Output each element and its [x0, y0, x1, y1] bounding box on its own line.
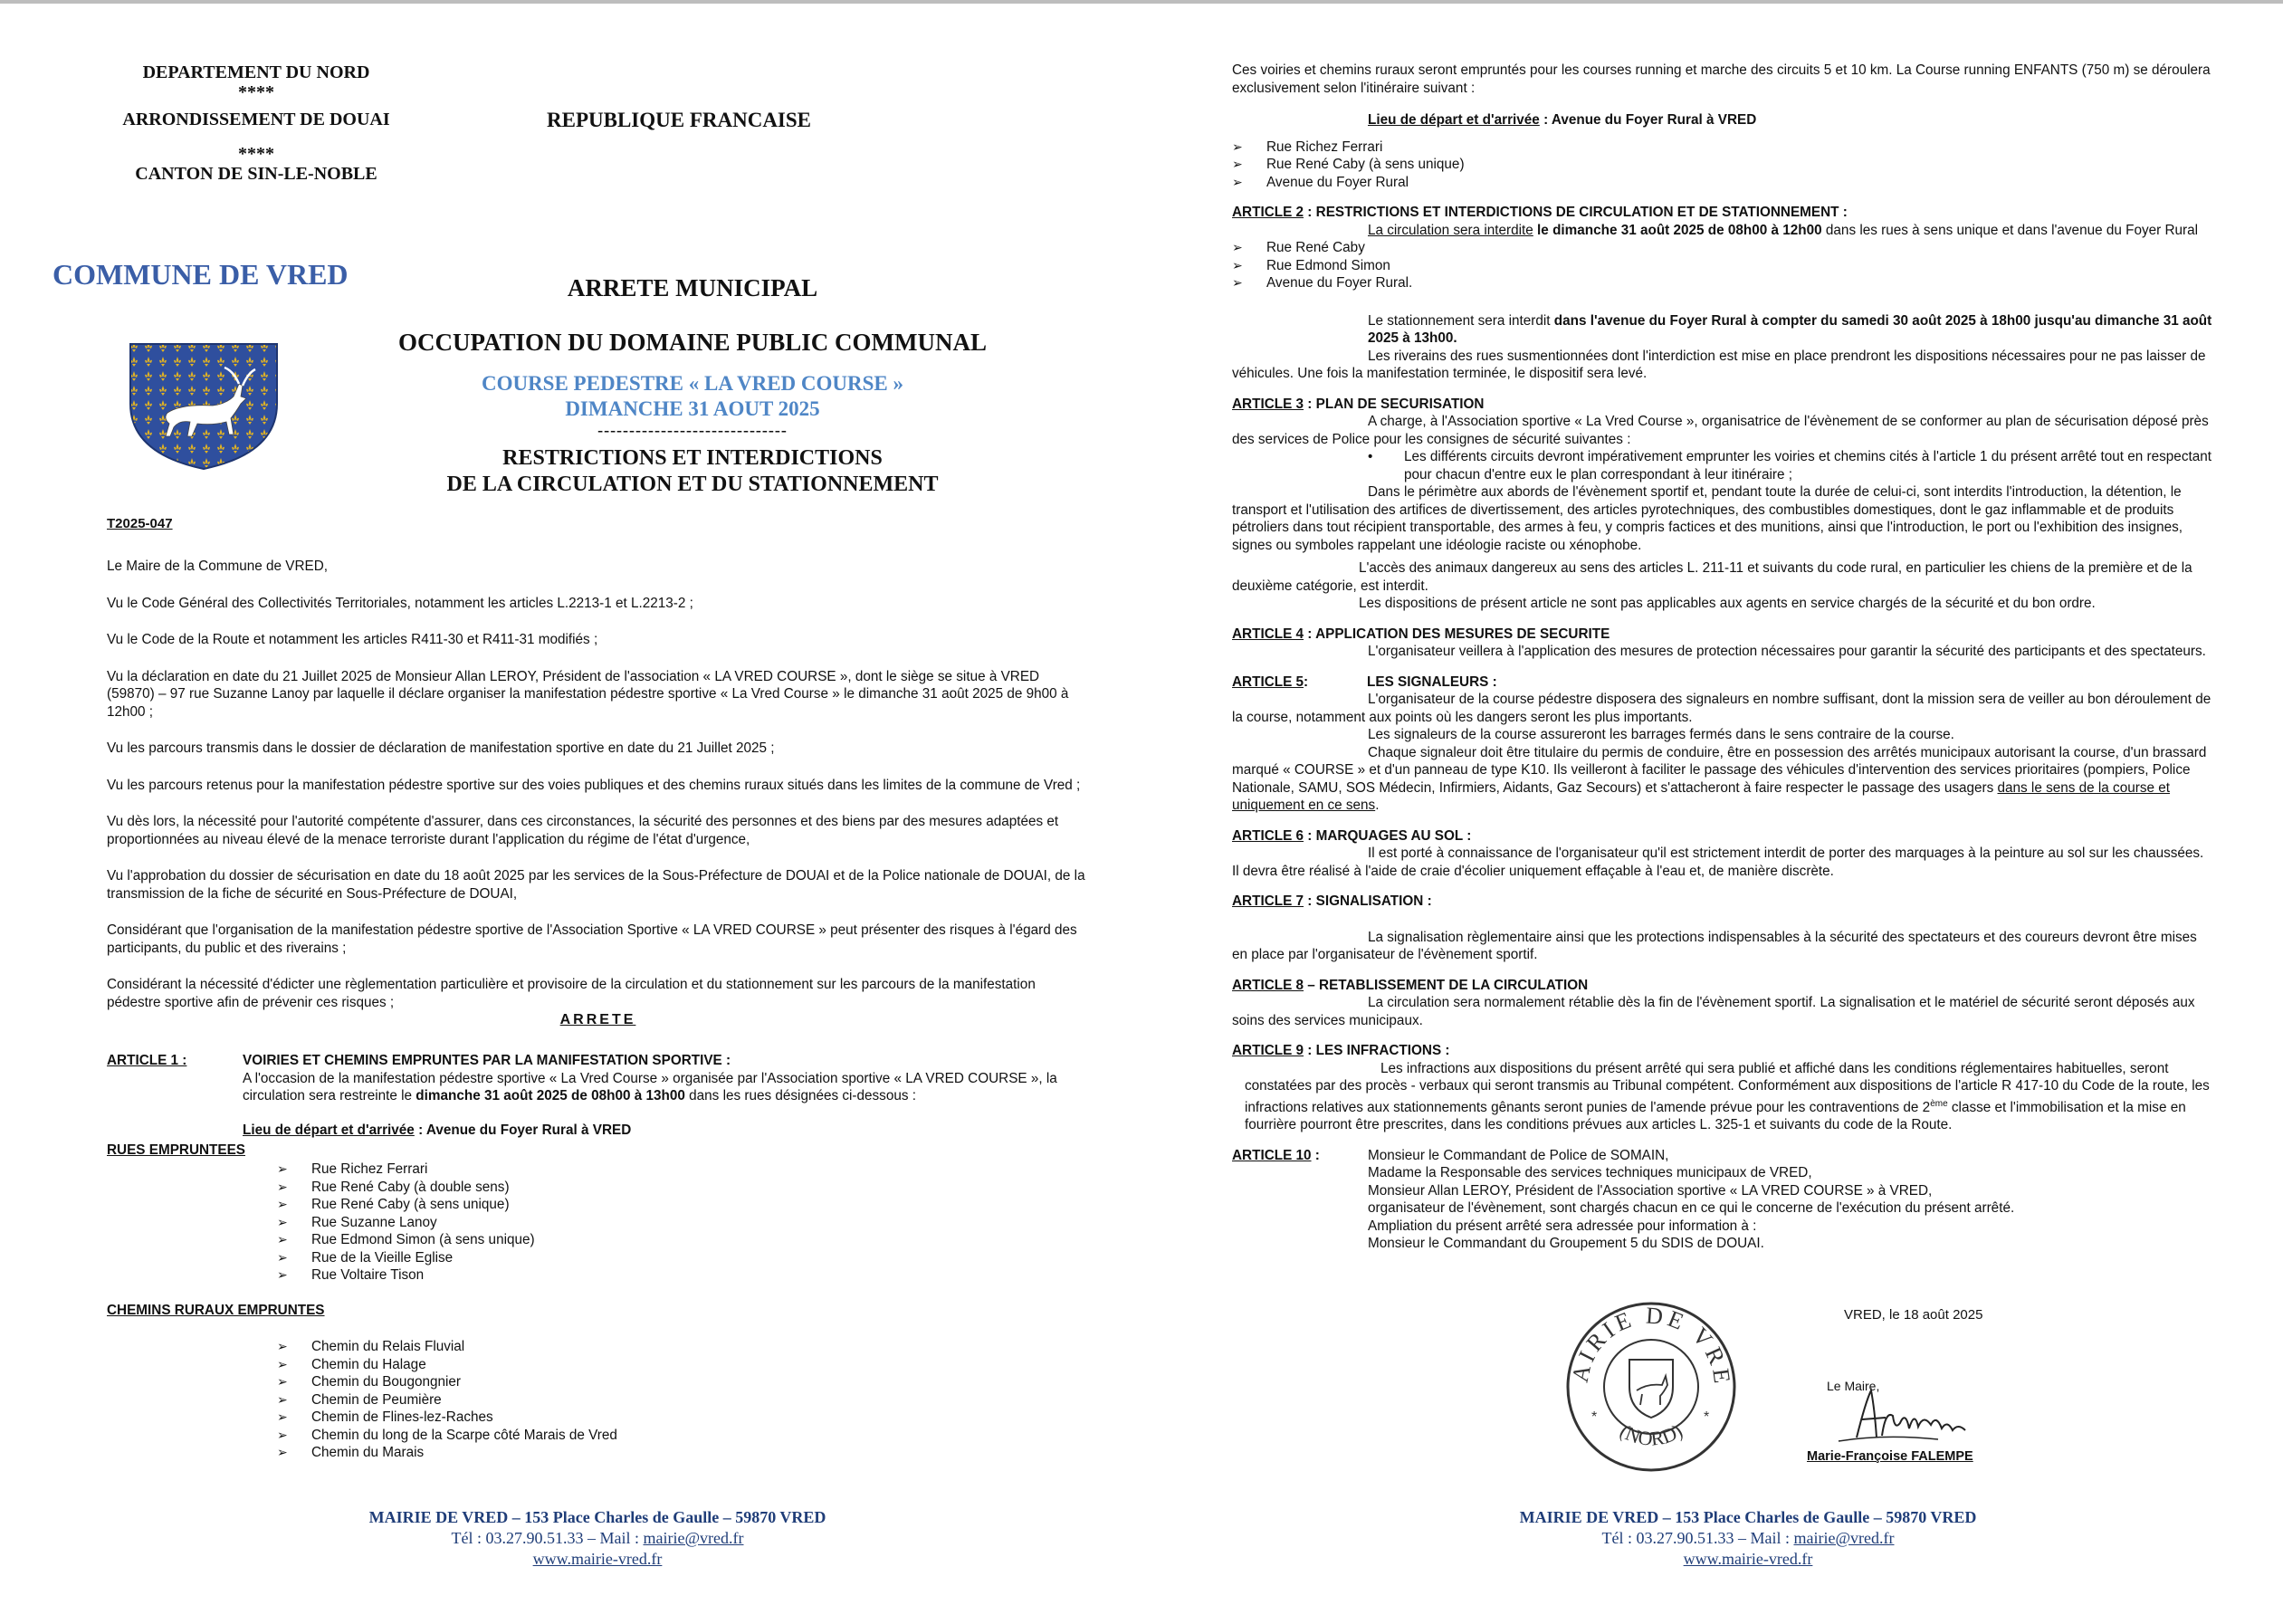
occupation-title: OCCUPATION DU DOMAINE PUBLIC COMMUNAL: [398, 329, 987, 356]
department: DEPARTEMENT DU NORD: [142, 62, 370, 82]
list-item: ➢ Chemin du long de la Scarpe côté Marais de Vred: [277, 1427, 617, 1445]
article-2-stationnement: Le stationnement sera interdit dans l'avenue du Foyer Rural à compter du samedi 30 août 2025 à 18h00 jusqu'au dimanche 31 août 2025 à 13h00.: [1368, 312, 2212, 346]
list-item: ➢ Chemin du Marais: [277, 1444, 617, 1462]
preamble-line: Vu le Code de la Route et notamment les articles R411-30 et R411-31 modifiés ;: [107, 632, 598, 647]
list-item: ➢ Rue René Caby (à sens unique): [1232, 156, 2214, 174]
article-2-circulation: La circulation sera interdite le dimanche 31 août 2025 de 08h00 à 12h00 dans les rues à sens unique et dans l'avenue du Foyer Rural: [1368, 222, 2199, 238]
mail-link[interactable]: mairie@vred.fr: [643, 1529, 744, 1547]
article-3-p1: A charge, à l'Association sportive « La Vred Course », organisatrice de l'évènement de se conformer au plan de sécurisation déposé près des services de Police pour les consignes de sécurité suivantes :: [1232, 414, 2209, 447]
article-10: ARTICLE 10 : Monsieur le Commandant de Police de SOMAIN, Madame la Responsable des services techniques municipaux de VRED, Monsieur Allan LEROY, Président de l'Association sportive « LA VRED COURSE » à VRED, organisateur de l'évènement, sont chargés chacun en ce qui le concerne de l'exécution du présent arrêté. Ampliation du présent arrêté sera adressée pour information à : Monsieur le Commandant du Groupement 5 du SDIS de DOUAI.: [1232, 1147, 2015, 1252]
chemins-list: [277, 1338, 617, 1462]
canton: CANTON DE SIN-LE-NOBLE: [135, 164, 377, 184]
preamble-line: Vu dès lors, la nécessité pour l'autorité compétente d'assurer, dans ces circonstances, la sécurité des personnes et des biens par des mesures adaptées et proportionnées au niveau élevé de la menace terroriste durant l'application du régime de l'état d'urgence,: [107, 814, 1059, 847]
article-2-riverains: Les riverains des rues susmentionnées dont l'interdiction est mise en place prendront les dispositions nécessaires pour ne pas laisser de véhicules. Une fois la manifestation terminée, le dispositif sera levé.: [1232, 348, 2206, 381]
list-item: ➢ Rue Voltaire Tison: [277, 1266, 535, 1285]
republique-francaise: REPUBLIQUE FRANCAISE: [547, 109, 812, 131]
article-10-line: organisateur de l'évènement, sont chargés chacun en ce qui le concerne de l'exécution du présent arrêté.: [1368, 1200, 2015, 1217]
list-item: ➢ Rue René Caby: [1232, 239, 2214, 257]
list-item: ➢ Rue Richez Ferrari: [1232, 139, 2214, 157]
list-item: ➢ Rue de la Vieille Eglise: [277, 1249, 535, 1267]
list-item: ➢ Chemin du Bougongnier: [277, 1373, 617, 1391]
article-10-line: Monsieur le Commandant de Police de SOMAIN,: [1368, 1147, 1669, 1163]
mail-link[interactable]: mairie@vred.fr: [1793, 1529, 1895, 1547]
mairie-stamp-icon: [1561, 1296, 1742, 1477]
article-2-heading: ARTICLE 2 : RESTRICTIONS ET INTERDICTIONS DE CIRCULATION ET DE STATIONNEMENT :: [1232, 205, 1848, 220]
article-10-lines: [1368, 1147, 2014, 1253]
article-9-heading: ARTICLE 9 : LES INFRACTIONS :: [1232, 1043, 1450, 1058]
list-item: ➢ Rue René Caby (à sens unique): [277, 1196, 535, 1214]
le-maire: Le Maire,: [1827, 1379, 1880, 1393]
footer: [235, 1507, 960, 1570]
footer-address: MAIRIE DE VRED – 153 Place Charles de Gaulle – 59870 VRED: [1519, 1508, 1977, 1526]
arrondissement: ARRONDISSEMENT DE DOUAI: [122, 110, 390, 129]
list-item: ➢ Rue Richez Ferrari: [277, 1161, 535, 1179]
article-9-text: Les infractions aux dispositions du présent arrêté qui sera publié et affiché dans les conditions réglementaires habituelles, seront constatées par des procès - verbaux qui seront transmis au Tribunal compétent. Conformément aux dispositions de l'article R 417-10 du Code de la route, les infractions relatives aux stationnements gênants seront punies de l'amende prévue pour les contraventions de 2ème classe et l'immobilisation et la mise en fourrière pourront être prescrites, dans les conditions prévues aux articles L. 325-1 et suivants du code de la Route.: [1245, 1060, 2210, 1133]
title-block: [344, 272, 1041, 498]
article-3-p3: L'accès des animaux dangereux au sens des articles L. 211-11 et suivants du code rural, en particulier les chiens de la première et de la deuxième catégorie, est interdit.: [1232, 560, 2192, 594]
article-10-line: Madame la Responsable des services techniques municipaux de VRED,: [1368, 1165, 1812, 1181]
preamble-line: Vu l'approbation du dossier de sécurisation en date du 18 août 2025 par les services de la Sous-Préfecture de DOUAI et de la Police nationale de DOUAI, de la transmission de la fiche de sécurité en Sous-Préfecture de DOUAI,: [107, 868, 1085, 902]
preamble-line: Le Maire de la Commune de VRED,: [107, 559, 329, 574]
list-item: ➢ Rue René Caby (à double sens): [277, 1179, 535, 1197]
article-5-heading: ARTICLE 5: LES SIGNALEURS :: [1232, 673, 1497, 690]
article-10-line: Monsieur le Commandant du Groupement 5 du SDIS de DOUAI.: [1368, 1236, 1764, 1252]
reference-number: T2025-047: [107, 516, 173, 531]
preamble-line: Vu le Code Général des Collectivités Territoriales, notamment les articles L.2213-1 et L.2213-2 ;: [107, 595, 693, 611]
course-title: COURSE PEDESTRE « LA VRED COURSE »: [481, 372, 904, 395]
restrictions-title-1: RESTRICTIONS ET INTERDICTIONS: [502, 446, 883, 470]
article-3-bullet: • Les différents circuits devront impérativement emprunter les voiries et chemins cités à l'article 1 du présent arrêté tout en respectant pour chacun d'entre eux le plan correspondant à leur itinéraire ;: [1232, 448, 2214, 483]
arrete-title: ARRETE MUNICIPAL: [567, 274, 818, 301]
rues-heading: RUES EMPRUNTEES: [107, 1142, 245, 1158]
footer-address: MAIRIE DE VRED – 153 Place Charles de Gaulle – 59870 VRED: [368, 1508, 826, 1526]
article-6-heading: ARTICLE 6 : MARQUAGES AU SOL :: [1232, 827, 1472, 844]
preamble-line: Considérant la nécessité d'édicter une règlementation particulière et provisoire de la circulation et du stationnement sur les parcours de la manifestation pédestre sportive afin de prévenir ces risques ;: [107, 977, 1036, 1010]
list-item: ➢ Rue Edmond Simon (à sens unique): [277, 1231, 535, 1249]
article-3-p4: Les dispositions de présent article ne sont pas applicables aux agents en service chargés de la sécurité et du bon ordre.: [1359, 596, 2096, 611]
lieu-enfants: Lieu de départ et d'arrivée : Avenue du Foyer Rural à VRED: [1368, 112, 1757, 128]
article-1-title: VOIRIES ET CHEMINS EMPRUNTES PAR LA MANIFESTATION SPORTIVE :: [243, 1053, 731, 1068]
intro-text: Ces voiries et chemins ruraux seront empruntés pour les courses running et marche des circuits 5 et 10 km. La Course running ENFANTS (750 m) se déroulera exclusivement selon l'itinéraire suivant :: [1232, 62, 2211, 96]
dash-separator: ------------------------------: [597, 421, 788, 439]
article-1-text: A l'occasion de la manifestation pédestre sportive « La Vred Course » organisée par l'Association sportive « LA VRED COURSE », la circulation sera restreinte le dimanche 31 août 2025 de 08h00 à 13h00 dans les rues désignées ci-dessous :: [243, 1070, 1057, 1103]
list-item: ➢ Rue Edmond Simon: [1232, 257, 2214, 275]
article-1: [107, 1052, 1089, 1139]
header-left: [107, 60, 406, 186]
list-item: ➢ Avenue du Foyer Rural.: [1232, 274, 2214, 292]
svg-text:*: *: [1704, 1409, 1710, 1425]
page-2-body: [1232, 62, 2214, 1253]
svg-text:MAIRIE DE VRED: AIRIE DE VRE: [1566, 1302, 1736, 1389]
svg-text:(NORD): (NORD): [1616, 1419, 1686, 1450]
article-5-p2: Les signaleurs de la course assureront les barrages fermés dans le sens contraire de la course.: [1368, 727, 1954, 742]
footer-contact: Tél : 03.27.90.51.33 – Mail : mairie@vred.fr: [1601, 1529, 1895, 1547]
coat-of-arms-icon: [127, 340, 281, 472]
list-item: ➢ Chemin du Halage: [277, 1356, 617, 1374]
website-link[interactable]: www.mairie-vred.fr: [1683, 1550, 1813, 1568]
chemins-heading: CHEMINS RURAUX EMPRUNTES: [107, 1303, 325, 1318]
footer: [1386, 1507, 2110, 1570]
preamble: [107, 558, 1089, 1030]
preamble-line: Vu les parcours transmis dans le dossier de déclaration de manifestation sportive en date du 21 Juillet 2025 ;: [107, 740, 775, 756]
list-item: ➢ Chemin du Relais Fluvial: [277, 1338, 617, 1356]
article-5-p1: L'organisateur de la course pédestre disposera des signaleurs en nombre suffisant, dont la mission sera de veiller au bon déroulement de la course, notamment aux points où les dangers seront les plus importants.: [1232, 692, 2211, 725]
rues-list: [277, 1161, 535, 1285]
article-10-line: Ampliation du présent arrêté sera adressée pour information à :: [1368, 1218, 1757, 1234]
article-3-heading: ARTICLE 3 : PLAN DE SECURISATION: [1232, 396, 1485, 412]
footer-contact: Tél : 03.27.90.51.33 – Mail : mairie@vred.fr: [451, 1529, 744, 1547]
article-8-heading: ARTICLE 8 – RETABLISSEMENT DE LA CIRCULATION: [1232, 977, 1589, 993]
article-6-text: Il est porté à connaissance de l'organisateur qu'il est strictement interdit de porter des marquages à la peinture au sol sur les chaussées. Il devra être réalisé à l'aide de craie d'écolier uniquement effaçable à l'eau et, de manière discrète.: [1232, 845, 2204, 879]
website-link[interactable]: www.mairie-vred.fr: [532, 1550, 663, 1568]
restrictions-title-2: DE LA CIRCULATION ET DU STATIONNEMENT: [446, 473, 939, 496]
article-2-list: [1232, 239, 2214, 292]
arrete-heading: ARRETE: [559, 1012, 636, 1027]
article-7-heading: ARTICLE 7 : SIGNALISATION :: [1232, 893, 1432, 909]
course-date: DIMANCHE 31 AOUT 2025: [565, 397, 820, 420]
signature-date: VRED, le 18 août 2025: [1844, 1307, 1983, 1323]
article-3-p2: Dans le périmètre aux abords de l'évènement sportif et, pendant toute la durée de celui-ci, sont interdits l'introduction, la détention, le transport et l'utilisation des artifices de divertissement, des articles pyrotechniques, des combustibles domestiques, dont le gaz inflammable et de produits pétroliers dans tout récipient transportable, des armes à feu, y compris factices et des munitions, ainsi que l'introduction, le port ou l'exhibition des insignes, signes ou symboles rappelant une idéologie raciste ou xénophobe.: [1232, 484, 2183, 553]
separator: ****: [238, 82, 274, 102]
article-5-p3: Chaque signaleur doit être titulaire du permis de conduire, être en possession des arrêtés municipaux autorisant la course, d'un brassard marqué « COURSE » et d'un panneau de type K10. Ils veilleront à faciliter le passage des véhicules d'intervention des services prioritaires (pompiers, Police Nationale, SAMU, SOS Médecin, Infirmiers, Aidants, Gaz Secours) et s'attacheront à faire respecter le passage des usagers dans le sens de la course et uniquement en ce sens.: [1232, 744, 2207, 813]
preamble-line: Considérant que l'organisation de la manifestation pédestre sportive de l'Association Sportive « LA VRED COURSE » peut présenter des risques à l'égard des participants, du public et des riverains ;: [107, 922, 1077, 956]
list-item: ➢ Rue Suzanne Lanoy: [277, 1214, 535, 1232]
signatory-name: Marie-Françoise FALEMPE: [1807, 1449, 1973, 1464]
svg-text:*: *: [1591, 1409, 1598, 1425]
article-7-text: La signalisation règlementaire ainsi que les protections indispensables à la sécurité des spectateurs et des coureurs devront être mises en place par l'organisateur de l'évènement sportif.: [1232, 929, 2197, 962]
commune-name: COMMUNE DE VRED: [53, 258, 349, 291]
list-item: ➢ Chemin de Peumière: [277, 1391, 617, 1409]
article-1-lieu: Lieu de départ et d'arrivée : Avenue du Foyer Rural à VRED: [243, 1122, 632, 1138]
preamble-line: Vu la déclaration en date du 21 Juillet 2025 de Monsieur Allan LEROY, Président de l'association « LA VRED COURSE », dont le siège se situe à VRED (59870) – 97 rue Suzanne Lanoy par laquelle il déclare organiser la manifestation pédestre sportive « La Vred Course » le dimanche 31 août 2025 de 9h00 à 12h00 ;: [107, 668, 1069, 720]
enfants-list: [1232, 139, 2214, 192]
article-4-heading: ARTICLE 4 : APPLICATION DES MESURES DE SECURITE: [1232, 626, 1610, 642]
separator: ****: [238, 144, 274, 164]
article-10-line: Monsieur Allan LEROY, Président de l'Association sportive « LA VRED COURSE » à VRED,: [1368, 1182, 1933, 1199]
list-item: ➢ Chemin de Flines-lez-Raches: [277, 1409, 617, 1427]
article-1-label: ARTICLE 1 :: [107, 1053, 187, 1068]
preamble-line: Vu les parcours retenus pour la manifestation pédestre sportive sur des voies publiques et des chemins ruraux situés dans les limites de la commune de Vred ;: [107, 777, 1081, 793]
article-8-text: La circulation sera normalement rétablie dès la fin de l'évènement sportif. La signalisation et le matériel de sécurité seront déposés aux soins des services municipaux.: [1232, 995, 2195, 1028]
page-2: [1142, 0, 2283, 1624]
list-item: ➢ Avenue du Foyer Rural: [1232, 174, 2214, 192]
article-4-text: L'organisateur veillera à l'application des mesures de protection nécessaires pour garantir la sécurité des participants et des spectateurs.: [1368, 644, 2206, 659]
signature-icon: [1829, 1383, 1974, 1447]
